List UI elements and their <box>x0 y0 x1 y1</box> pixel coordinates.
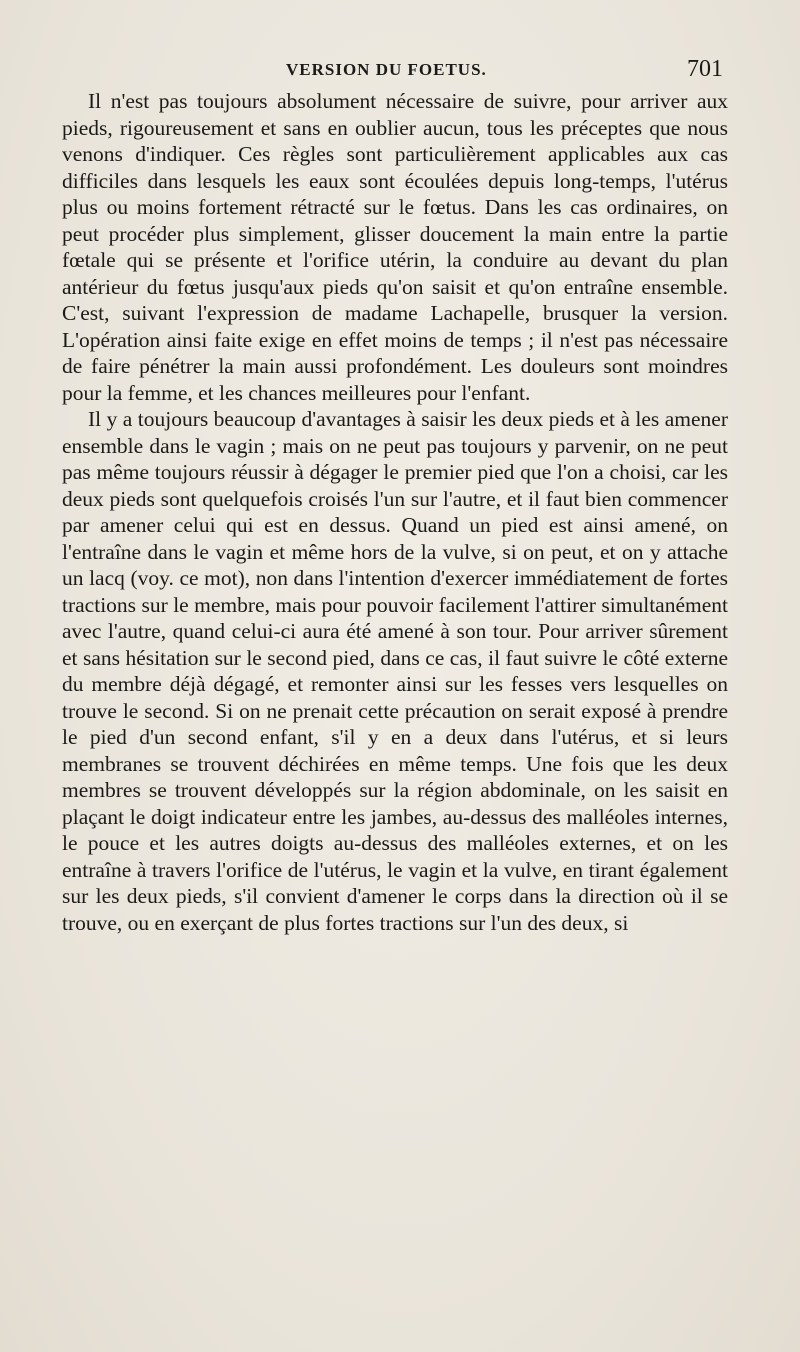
running-title: VERSION DU FOETUS. <box>286 60 487 79</box>
paragraph: Il y a toujours beaucoup d'avantages à saisir les deux pieds et à les amener ensemble dans le vagin ; mais on ne peut pas toujours y parvenir, on ne peut pas même toujours réussir à dégager le premier pied que l'on a choisi, car les deux pieds sont quelquefois croisés l'un sur l'autre, et il faut bien commencer par amener celui qui est en dessus. Quand un pied est ainsi amené, on l'entraîne dans le vagin et même hors de la vulve, si on peut, et on y attache un lacq (voy. ce mot), non dans l'intention d'exercer immédiatement de fortes tractions sur le membre, mais pour pouvoir facilement l'attirer simultanément avec l'autre, quand celui-ci aura été amené à son tour. Pour arriver sûrement et sans hésitation sur le second pied, dans ce cas, il faut suivre le côté externe du membre déjà dégagé, et remonter ainsi sur les fesses vers lesquelles on trouve le second. Si on ne prenait cette précaution on serait exposé à prendre le pied d'un second enfant, s'il y en a deux dans l'utérus, et si leurs membranes se trouvent déchirées en même temps. Une fois que les deux membres se trouvent développés sur la région abdominale, on les saisit en plaçant le doigt indicateur entre les jambes, au-dessus des malléoles internes, le pouce et les autres doigts au-dessus des malléoles externes, et on les entraîne à travers l'orifice de l'utérus, le vagin et la vulve, en tirant également sur les deux pieds, s'il convient d'amener le corps dans la direction où il se trouve, ou en exerçant de plus fortes tractions sur l'un des deux, si <box>62 407 728 935</box>
paragraph: Il n'est pas toujours absolument nécessaire de suivre, pour arriver aux pieds, rigoureusement et sans en oublier aucun, tous les préceptes que nous venons d'indiquer. Ces règles sont particulièrement applicables aux cas difficiles dans lesquels les eaux sont écoulées depuis long-temps, l'utérus plus ou moins fortement rétracté sur le fœtus. Dans les cas ordinaires, on peut procéder plus simplement, glisser doucement la main entre la partie fœtale qui se présente et l'orifice utérin, la conduire au devant du plan antérieur du fœtus jusqu'aux pieds qu'on saisit et qu'on entraîne ensemble. C'est, suivant l'expression de madame Lachapelle, brusquer la version. L'opération ainsi faite exige en effet moins de temps ; il n'est pas nécessaire de faire pénétrer la main aussi profondément. Les douleurs sont moindres pour la femme, et les chances meilleures pour l'enfant. <box>62 89 728 405</box>
running-head <box>0 56 800 90</box>
body-text <box>62 88 728 936</box>
page-number: 701 <box>687 56 723 82</box>
